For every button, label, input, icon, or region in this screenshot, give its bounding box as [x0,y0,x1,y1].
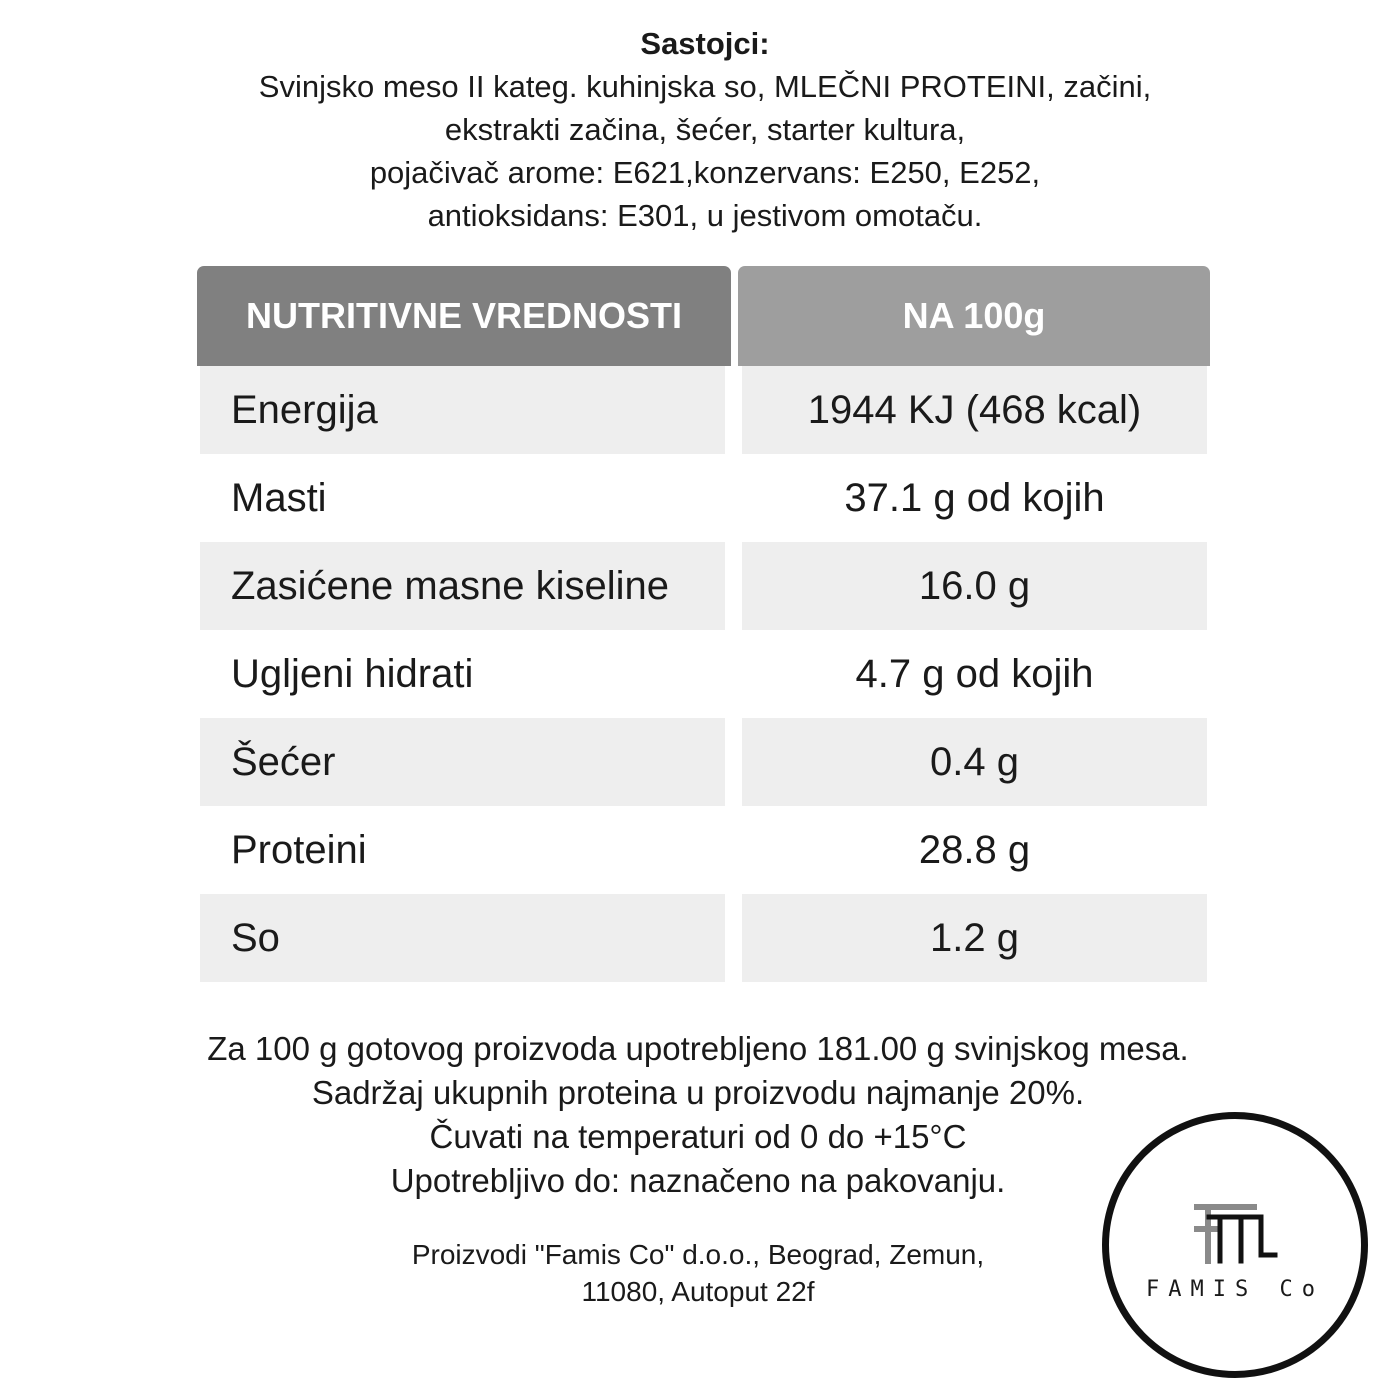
nutrient-name: Masti [231,475,327,520]
nutrient-name: Energija [200,366,725,454]
producer-line: Proizvodi "Famis Co" d.o.o., Beograd, Zemun, [411,1239,985,1270]
ingredients-line: Svinjsko meso II kateg. kuhinjska so, MLEČNI PROTEINI, začini, [258,69,1152,104]
producer-line: 11080, Autoput 22f [581,1276,815,1307]
table-row [197,454,1210,542]
nutrient-value: 0.4 g [742,718,1207,806]
note-line: Upotrebljivo do: naznačeno na pakovanju. [390,1162,1006,1199]
nutrient-name: Proteini [231,827,367,872]
table-row [197,718,1210,806]
nutrition-table [197,266,1210,982]
nutrient-value: 4.7 g od kojih [855,651,1094,696]
ingredients-line: pojačivač arome: E621,konzervans: E250, E252, [369,155,1041,190]
nutrient-value: 1.2 g [742,894,1207,982]
table-row [197,542,1210,630]
famis-co-logo [1102,1112,1368,1378]
nutrient-value: 16.0 g [742,542,1207,630]
nutrition-table-header [197,266,1210,366]
table-row [197,894,1210,982]
ingredients-block [150,22,1260,237]
header-nutritional-values: NUTRITIVNE VREDNOSTI [197,266,731,366]
table-row [197,630,1210,718]
nutrient-value: 37.1 g od kojih [844,475,1105,520]
note-line: Za 100 g gotovog proizvoda upotrebljeno 181.00 g svinjskog mesa. [207,1030,1189,1067]
ingredients-heading: Sastojci: [640,26,770,61]
ingredients-line: antioksidans: E301, u jestivom omotaču. [427,198,983,233]
note-line: Čuvati na temperaturi od 0 do +15°C [429,1118,967,1155]
nutrient-name: Zasićene masne kiseline [200,542,725,630]
nutrient-value: 1944 KJ (468 kcal) [742,366,1207,454]
producer-info [300,1236,1096,1310]
nutrient-name: Šećer [200,718,725,806]
table-row [197,806,1210,894]
fm-monogram-icon [1109,1119,1361,1371]
nutrient-name: Ugljeni hidrati [231,651,474,696]
note-line: Sadržaj ukupnih proteina u proizvodu najmanje 20%. [311,1074,1085,1111]
nutrient-value: 28.8 g [918,827,1031,872]
header-per-100g: NA 100g [738,266,1210,366]
nutrient-name: So [200,894,725,982]
table-row [197,366,1210,454]
ingredients-line: ekstrakti začina, šećer, starter kultura, [444,112,966,147]
logo-wordmark: FAMIS Co [1146,1277,1324,1302]
